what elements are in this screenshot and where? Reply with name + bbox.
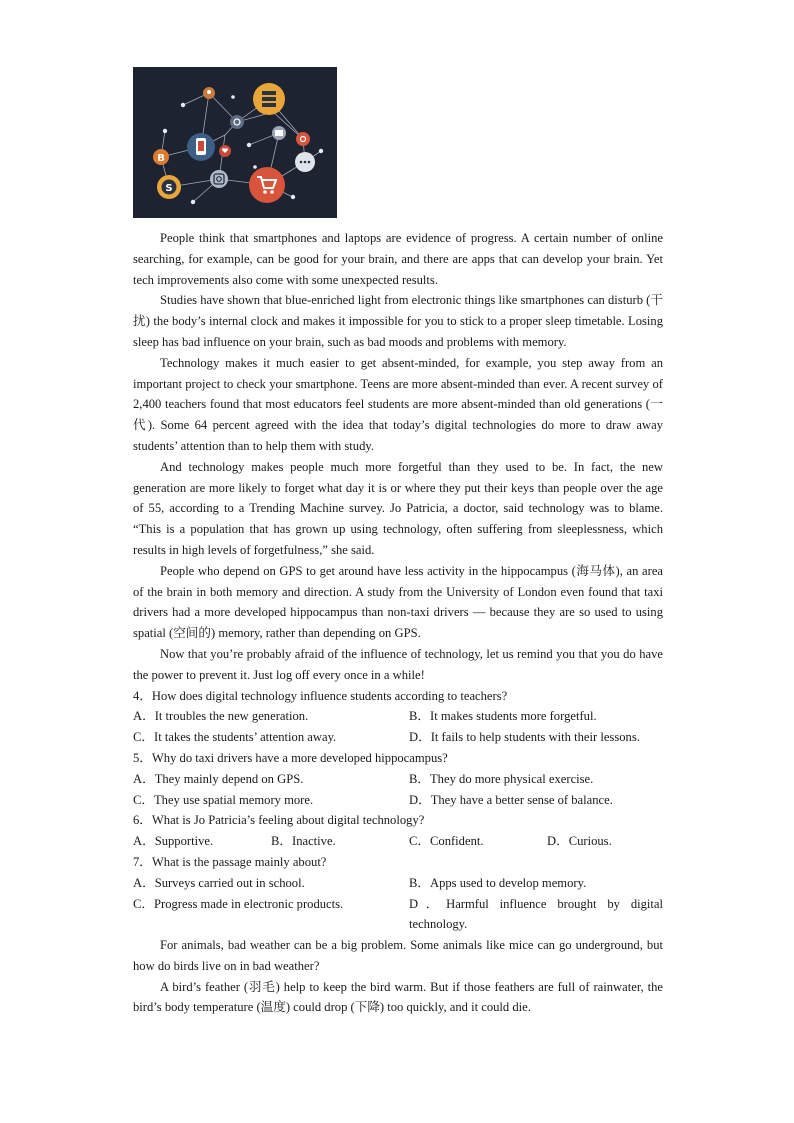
heart-icon [219,145,231,157]
phone-icon [187,133,215,161]
option-c: C．Confident. [409,834,484,849]
option-a: A．Surveys carried out in school. [133,875,305,890]
question-6 [133,810,663,852]
link-icon [296,132,310,146]
question-options [133,831,663,852]
option-d: D．Harmful influence brought by digital technology. [409,896,663,932]
skype-icon [157,175,181,199]
shopping-cart-icon [249,167,285,203]
question-7 [133,852,663,935]
option-d: D．They have a better sense of balance. [409,792,613,807]
option-b: B．Inactive. [271,834,336,849]
passage-paragraph: And technology makes people much more forgetful than they used to be. In fact, the new generation are more likely to forget what day it is or where they put their keys than people over the age of 55, according to a Trending Machine survey. Jo Patricia, a doctor, said technology was to blame. “This is a population that has grown up using technology, often suffering from sleeplessness, which results in high levels of forgetfulness,” she said. [133,459,663,557]
option-d: D．It fails to help students with their lessons. [409,730,640,745]
svg-text:B: B [157,153,165,164]
passage-paragraph: Studies have shown that blue-enriched light from electronic things like smartphones can disturb (干扰) the body’s internal clock and makes it impossible for you to stick to a proper sleep timetable. Losing sleep has bad influence on your brain, such as bad moods and problems with memory. [133,293,663,349]
passage-paragraph: Technology makes it much easier to get absent-minded, for example, you step away from an important project to check your smartphone. Teens are more absent-minded than ever. A recent survey of 2,400 teachers found that most educators feel students are more absent-minded than old generations (一代). Some 64 percent agreed with the idea that today’s digital technologies do more to draw away students’ attention than to help them with study. [133,355,663,453]
network-graphic [133,67,337,218]
question-stem: 7．What is the passage mainly about? [133,854,327,869]
question-options [133,706,663,748]
passage-paragraph: A bird’s feather (羽毛) help to keep the bird warm. But if those feathers are full of rainwater, the bird’s body temperature (温度) could drop (下降) too quickly, and it could die. [133,979,663,1015]
instagram-icon [210,170,228,188]
question-5 [133,748,663,810]
question-4 [133,686,663,748]
passage-paragraph: People who depend on GPS to get around have less activity in the hippocampus (海马体), an area of the brain in both memory and direction. A study from the University of London even found that taxi drivers had a more developed hippocampus than non-taxi drivers — because they are so used to using spatial (空间的) memory, rather than depending on GPS. [133,563,663,641]
passage [133,228,663,686]
option-a: A．It troubles the new generation. [133,709,309,724]
next-passage [133,935,663,1018]
option-a: A．Supportive. [133,834,214,849]
option-b: B．It makes students more forgetful. [409,709,597,724]
option-d: D．Curious. [547,834,612,849]
passage-paragraph: For animals, bad weather can be a big problem. Some animals like mice can go underground, but how do birds live on in bad weather? [133,938,663,973]
question-stem: 5．Why do taxi drivers have a more developed hippocampus? [133,750,448,765]
document-body [133,228,663,1018]
option-c: C．They use spatial memory more. [133,792,314,807]
blogger-icon [153,149,169,165]
option-c: C．Progress made in electronic products. [133,896,344,911]
camera-icon [272,126,286,140]
question-options [133,873,663,935]
chat-icon [295,152,315,172]
option-b: B．They do more physical exercise. [409,771,594,786]
svg-text:S: S [165,183,173,194]
question-stem: 6．What is Jo Patricia’s feeling about digital technology? [133,813,425,828]
network-illustration [133,67,337,218]
question-options [133,769,663,811]
option-a: A．They mainly depend on GPS. [133,771,304,786]
question-stem: 4．How does digital technology influence students according to teachers? [133,688,508,703]
location-icon [203,87,215,99]
passage-paragraph: Now that you’re probably afraid of the influence of technology, let us remind you that you do have the power to prevent it. Just log off every once in a while! [133,646,663,682]
passage-paragraph: People think that smartphones and laptops are evidence of progress. A certain number of online searching, for example, can be good for your brain, and there are apps that can develop your brain. Yet tech improvements also come with some unexpected results. [133,231,663,287]
server-icon [253,83,285,115]
mail-icon [230,115,244,129]
option-c: C．It takes the students’ attention away. [133,730,337,745]
option-b: B．Apps used to develop memory. [409,875,587,890]
